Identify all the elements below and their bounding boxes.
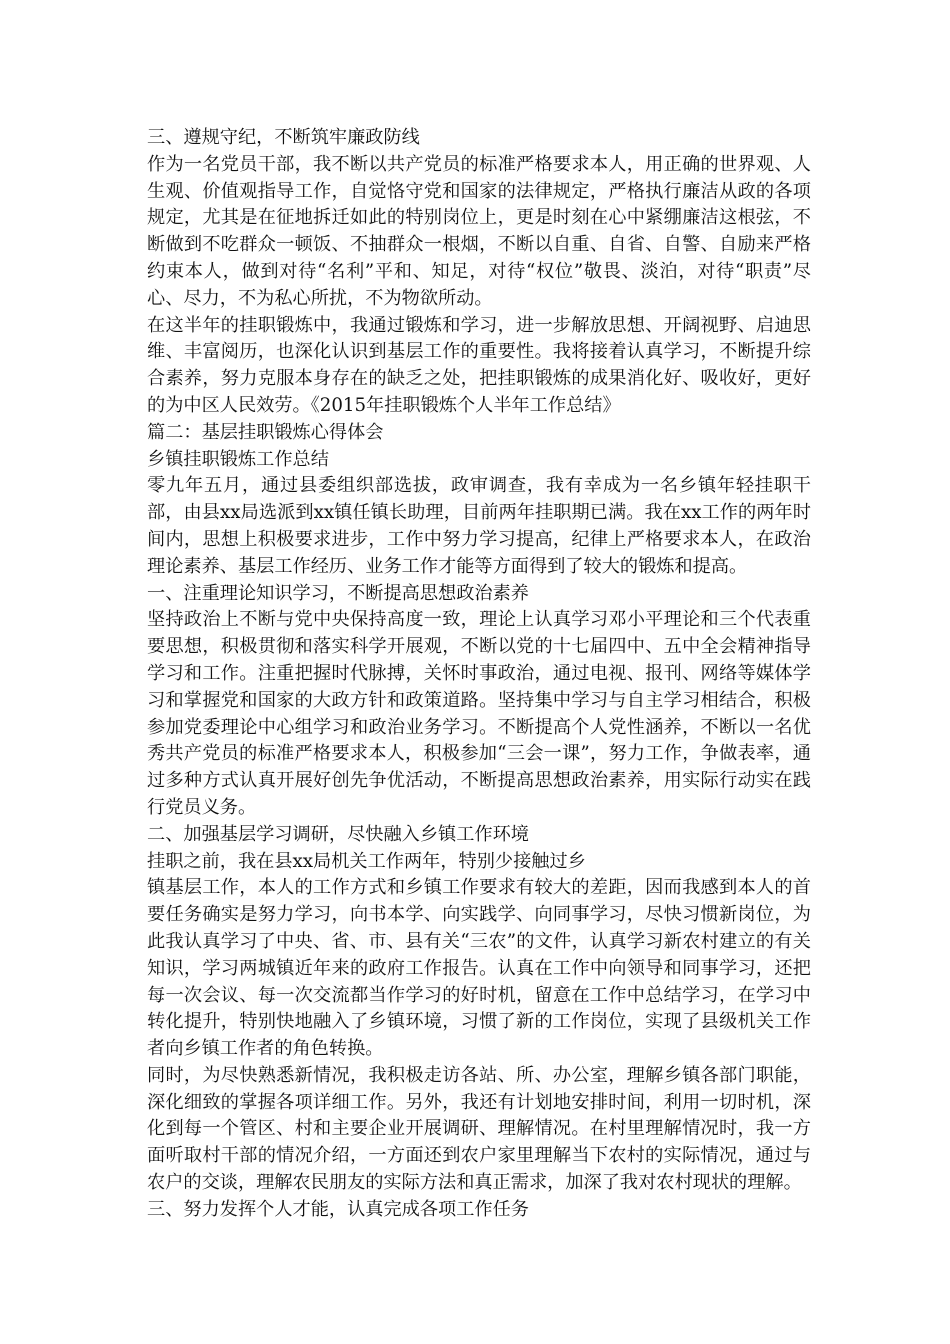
paragraph-theory-study: 坚持政治上不断与党中央保持高度一致，理论上认真学习邓小平理论和三个代表重要思想，积极贯彻和落实科学开展观，不断以党的十七届四中、五中全会精神指导学习和工作。注重把握时代脉搏，关怀时事政治，通过电视、报刊、网络等媒体学习和掌握党和国家的大政方针和政策道路。坚持集中学习与自主学习相结合，积极参加党委理论中心组学习和政治业务学习。不断提高个人党性涵养，不断以一名优秀共产党员的标准严格要求本人，积极参加“三会一课”，努力工作，争做表率，通过多种方式认真开展好创先争优活动，不断提高思想政治素养，用实际行动实在践行党员义务。 xyxy=(147,609,811,818)
section-heading-theory-study: 一、注重理论知识学习，不断提高思想政治素养 xyxy=(147,582,529,604)
section-heading-discipline: 三、遵规守纪，不断筑牢廉政防线 xyxy=(147,127,420,148)
article-title-part-two: 篇二：基层挂职锻炼心得体会 xyxy=(147,421,384,443)
section-heading-personal-ability: 三、努力发挥个人才能，认真完成各项工作任务 xyxy=(147,1198,529,1220)
paragraph-half-year-summary: 在这半年的挂职锻炼中，我通过锻炼和学习，进一步解放思想、开阔视野、启迪思维、丰富阅历，也深化认识到基层工作的重要性。我将接着认真学习，不断提升综合素养，努力克服本身存在的缺乏之处，把挂职锻炼的成果消化好、吸收好，更好的为中区人民效劳。《2015年挂职锻炼个人半年工作总结》 xyxy=(147,314,811,416)
paragraph-before-posting: 挂职之前，我在县xx局机关工作两年，特别少接触过乡 xyxy=(147,850,586,872)
article-subtitle: 乡镇挂职锻炼工作总结 xyxy=(147,448,329,470)
paragraph-grassroots-work: 镇基层工作，本人的工作方式和乡镇工作要求有较大的差距，因而我感到本人的首要任务确实是努力学习，向书本学、向实践学、向同事学习，尽快习惯新岗位，为此我认真学习了中央、省、市、县有关“三农”的文件，认真学习新农村建立的有关知识，学习两城镇近年来的政府工作报告。认真在工作中向领导和同事学习，还把每一次会议、每一次交流都当作学习的好时机，留意在工作中总结学习，在学习中转化提升，特别快地融入了乡镇环境，习惯了新的工作岗位，实现了县级机关工作者向乡镇工作者的角色转换。 xyxy=(147,877,811,1060)
paragraph-introduction: 零九年五月，通过县委组织部选拔，政审调查，我有幸成为一名乡镇年轻挂职干部，由县xx局选派到xx镇任镇长助理，目前两年挂职期已满。我在xx工作的两年时间内，思想上积极要求进步，工作中努力学习提高，纪律上严格要求本人，在政治理论素养、基层工作经历、业务工作才能等方面得到了较大的锻炼和提高。 xyxy=(147,475,811,577)
section-heading-grassroots-research: 二、加强基层学习调研，尽快融入乡镇工作环境 xyxy=(147,823,529,845)
paragraph-integrity: 作为一名党员干部，我不断以共产党员的标准严格要求本人，用正确的世界观、人生观、价值观指导工作，自觉恪守党和国家的法律规定，严格执行廉洁从政的各项规定，尤其是在征地拆迁如此的特别岗位上，更是时刻在心中紧绷廉洁这根弦，不断做到不吃群众一顿饭、不抽群众一根烟，不断以自重、自省、自警、自励来严格约束本人，做到对待“名利”平和、知足，对待“权位”敬畏、淡泊，对待“职责”尽心、尽力，不为私心所扰，不为物欲所动。 xyxy=(147,153,811,309)
document-page xyxy=(147,125,811,1224)
paragraph-field-visits: 同时，为尽快熟悉新情况，我积极走访各站、所、办公室，理解乡镇各部门职能，深化细致的掌握各项详细工作。另外，我还有计划地安排时间，利用一切时机，深化到每一个管区、村和主要企业开展调研、理解情况。在村里理解情况时，我一方面听取村干部的情况介绍，一方面还到农户家里理解当下农村的实际情况，通过与农户的交谈，理解农民朋友的实际方法和真正需求，加深了我对农村现状的理解。 xyxy=(147,1064,811,1194)
